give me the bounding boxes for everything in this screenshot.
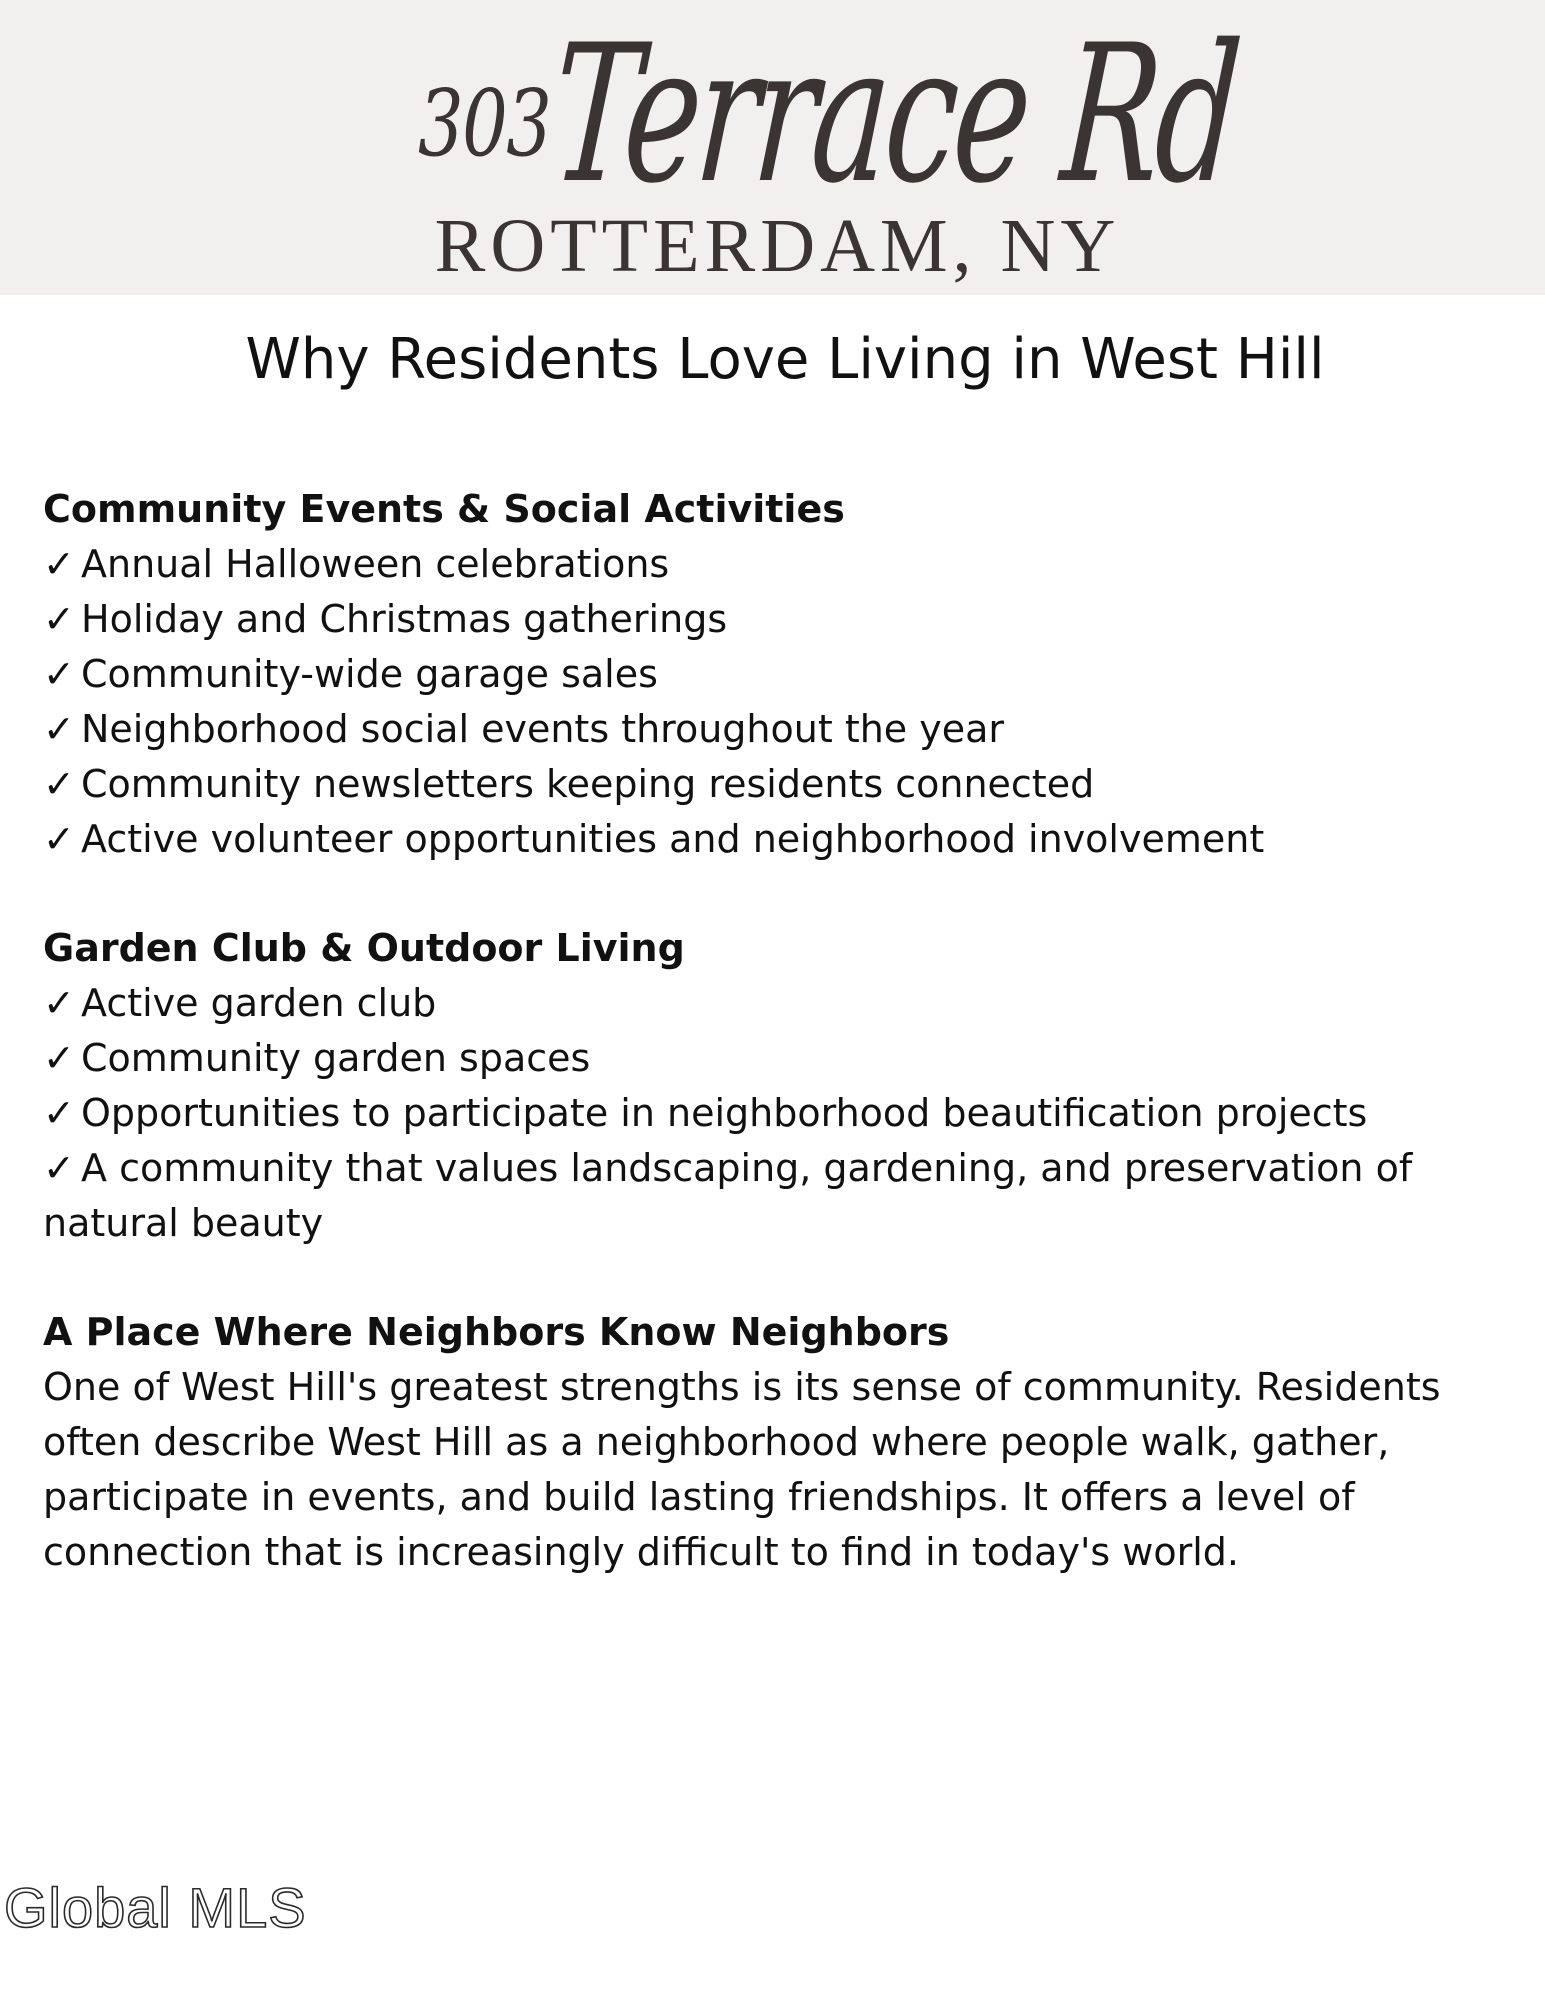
check-icon: ✓	[43, 981, 75, 1025]
check-icon: ✓	[43, 762, 75, 806]
check-icon: ✓	[43, 652, 75, 696]
check-icon: ✓	[43, 1146, 75, 1190]
section-paragraph: One of West Hill's greatest strengths is its sense of community. Residents often describe West Hill as a neighborhood where people walk, gather, participate in events, and build lasting friendships. It offers a level of connection that is increasingly difficult to find in today's world.	[43, 1365, 1441, 1574]
check-icon: ✓	[43, 1091, 75, 1135]
address-number: 303	[418, 70, 551, 177]
section-heading: Garden Club & Outdoor Living	[43, 926, 685, 970]
check-icon: ✓	[43, 707, 75, 751]
list-item: ✓ Holiday and Christmas gatherings	[43, 592, 1503, 647]
section-heading: Community Events & Social Activities	[43, 487, 845, 531]
section-garden-club	[43, 921, 1503, 1251]
global-mls-logo: Global MLS	[4, 1876, 307, 1939]
list-item: ✓ Opportunities to participate in neighborhood beautification projects	[43, 1086, 1503, 1141]
list-item: ✓ Annual Halloween celebrations	[43, 537, 1503, 592]
header-banner	[0, 0, 1545, 295]
address-street: Terrace Rd	[545, 4, 1244, 225]
list-item: ✓ Active garden club	[43, 976, 1503, 1031]
section-community-events	[43, 482, 1503, 867]
list-item: ✓ Community-wide garage sales	[43, 647, 1503, 702]
list-item: ✓ Neighborhood social events throughout the year	[43, 702, 1503, 757]
check-icon: ✓	[43, 542, 75, 586]
check-icon: ✓	[43, 1036, 75, 1080]
address-city: ROTTERDAM, NY	[434, 204, 1121, 288]
check-icon: ✓	[43, 597, 75, 641]
list-item: ✓ Active volunteer opportunities and neighborhood involvement	[43, 812, 1503, 867]
list-item: ✓ A community that values landscaping, gardening, and preservation of natural beauty	[43, 1141, 1503, 1251]
list-item: ✓ Community newsletters keeping residents connected	[43, 757, 1503, 812]
section-neighbors	[43, 1305, 1503, 1580]
page-title: Why Residents Love Living in West Hill	[245, 327, 1325, 392]
check-icon: ✓	[43, 817, 75, 861]
list-item: ✓ Community garden spaces	[43, 1031, 1503, 1086]
section-heading: A Place Where Neighbors Know Neighbors	[43, 1310, 950, 1354]
